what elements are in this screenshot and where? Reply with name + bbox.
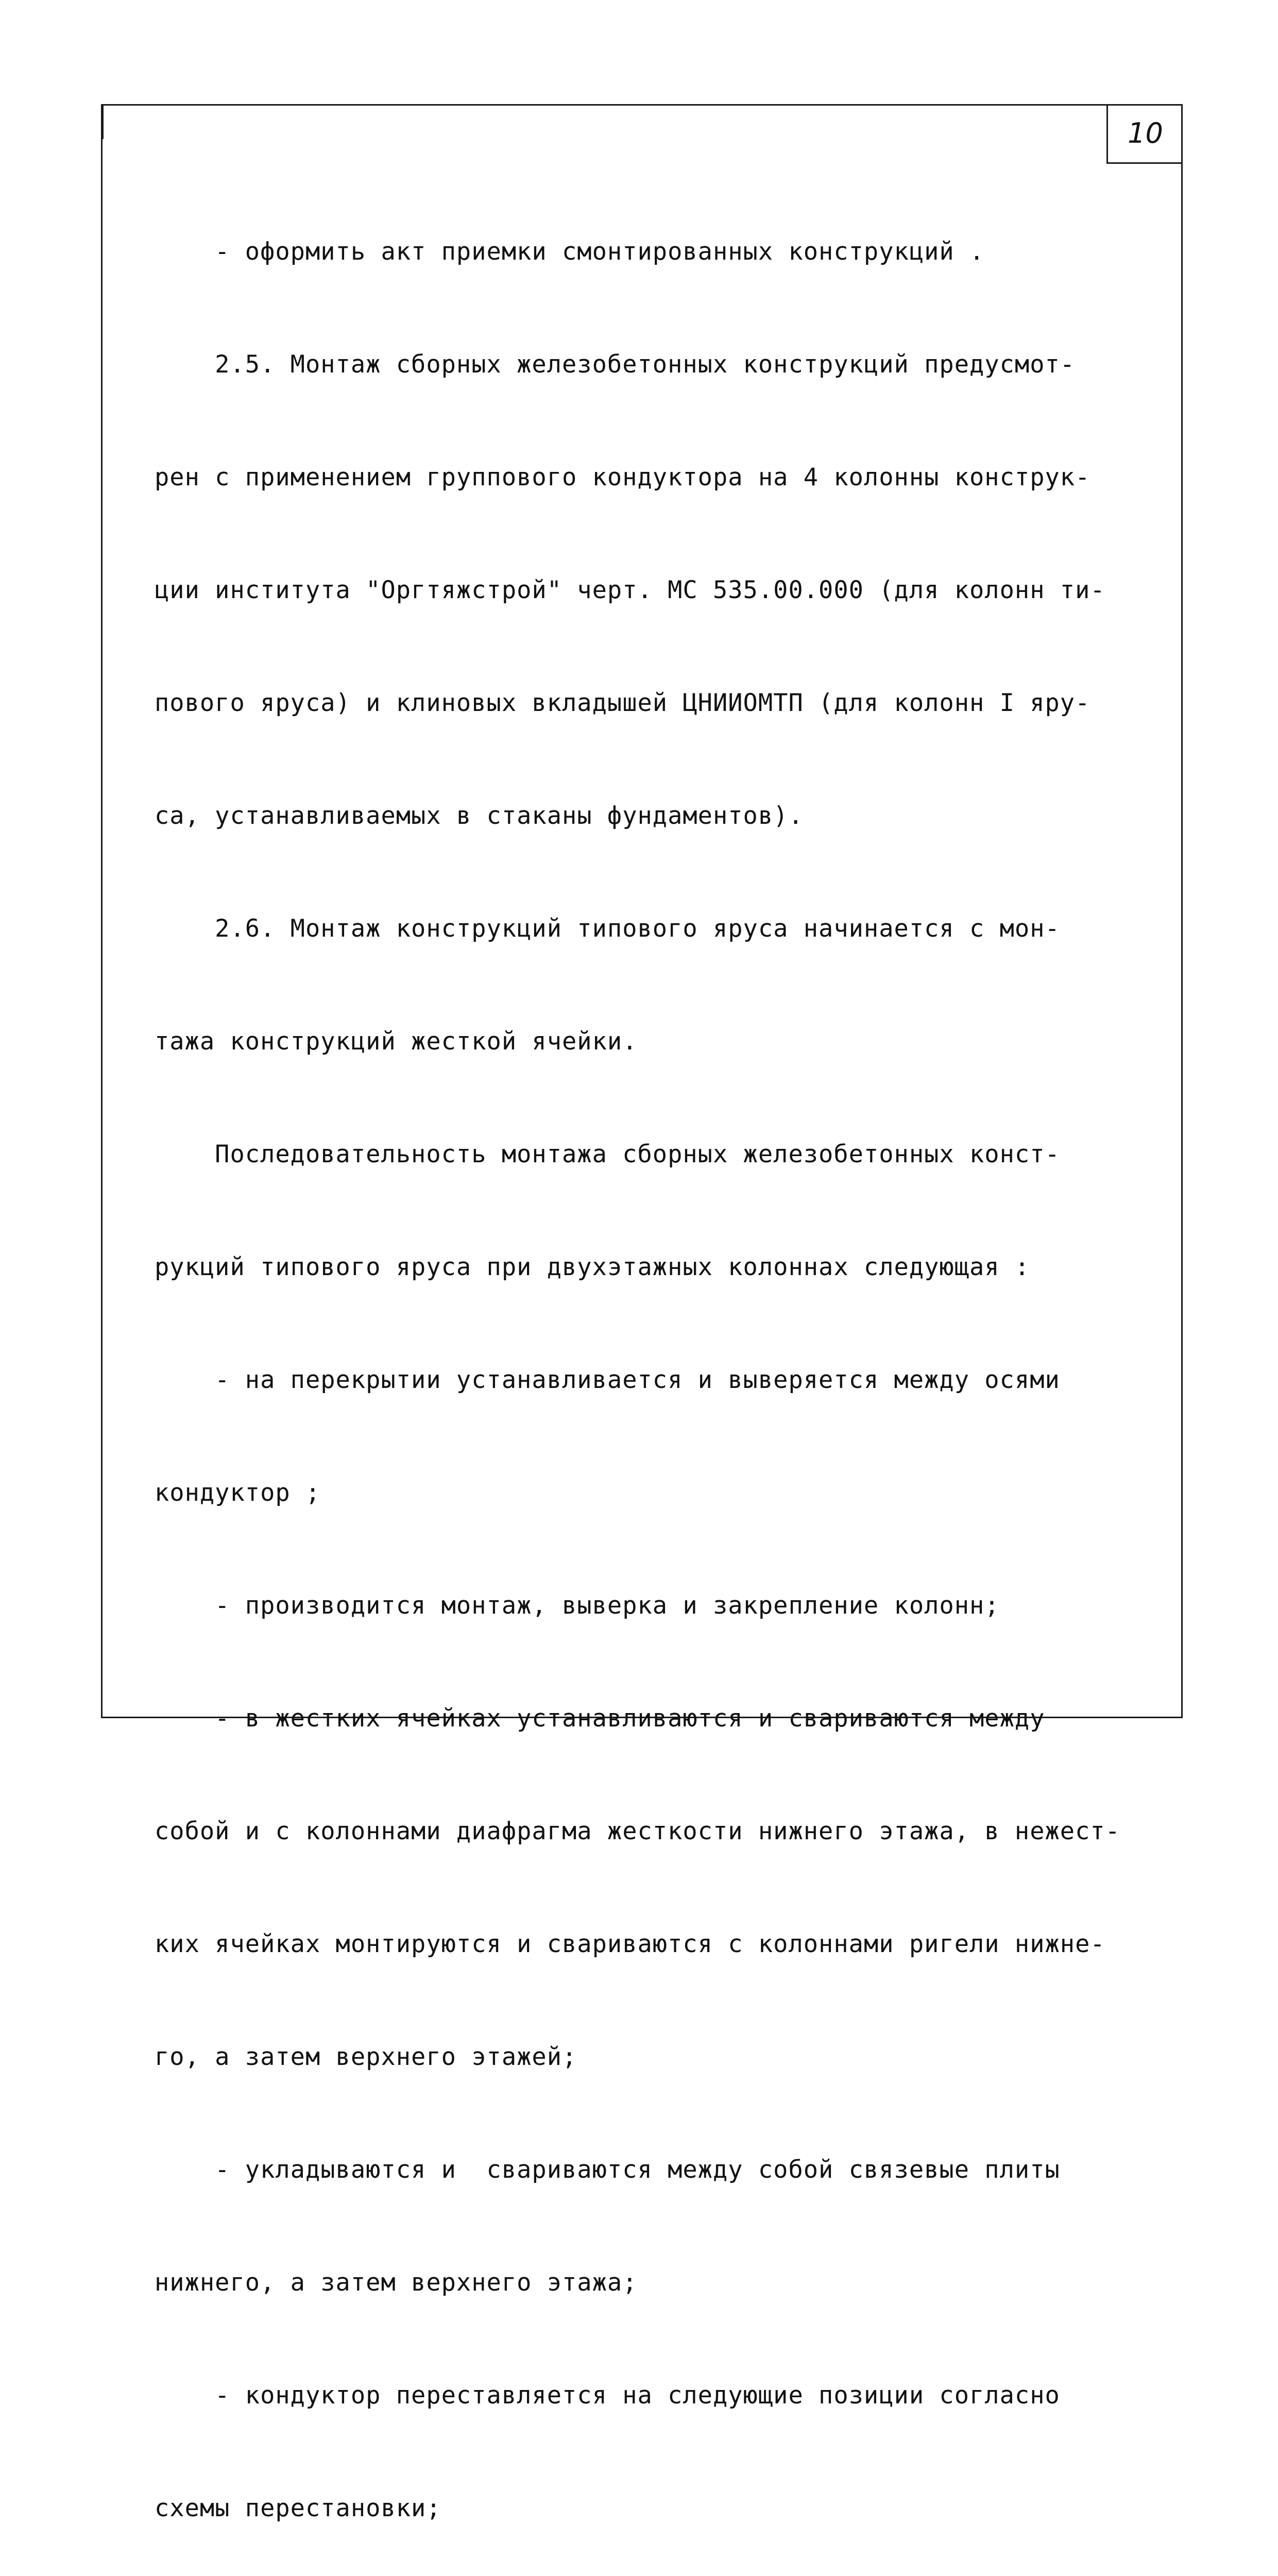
text-line: го, а затем верхнего этажей; bbox=[155, 2043, 577, 2071]
body-text bbox=[155, 158, 1180, 2576]
text-line: - производится монтаж, выверка и закрепление колонн; bbox=[155, 1591, 1000, 1620]
text-line: - укладываются и свариваются между собой связевые плиты bbox=[155, 2156, 1060, 2184]
text-line: ции института "Оргтяжстрой" черт. МС 535.00.000 (для колонн ти- bbox=[155, 576, 1105, 604]
text-line: - на перекрытии устанавливается и выверяется между осями bbox=[155, 1366, 1060, 1394]
text-line: рен с применением группового кондуктора на 4 колонны конструк- bbox=[155, 463, 1090, 492]
text-line: 2.6. Монтаж конструкций типового яруса начинается с мон- bbox=[155, 914, 1060, 943]
text-line: 2.5. Монтаж сборных железобетонных конструкций предусмот- bbox=[155, 350, 1076, 379]
text-line: ких ячейках монтируются и свариваются с колоннами ригели нижне- bbox=[155, 1930, 1105, 1958]
text-line: схемы перестановки; bbox=[155, 2494, 441, 2522]
text-line: тажа конструкций жесткой ячейки. bbox=[155, 1027, 638, 1056]
text-line: - кондуктор переставляется на следующие позиции согласно bbox=[155, 2381, 1060, 2410]
text-line: пового яруса) и клиновых вкладышей ЦНИИОМТП (для колонн I яру- bbox=[155, 689, 1090, 717]
text-line: Последовательность монтажа сборных железобетонных конст- bbox=[155, 1140, 1060, 1168]
text-line: собой и с колоннами диафрагма жесткости нижнего этажа, в нежест- bbox=[155, 1817, 1120, 1845]
frame-corner-mark bbox=[101, 104, 104, 139]
text-line: - оформить акт приемки смонтированных конструкций . bbox=[155, 238, 985, 266]
text-line: са, устанавливаемых в стаканы фундаментов). bbox=[155, 802, 804, 830]
page-number: 10 bbox=[1106, 104, 1183, 164]
text-line: нижнего, а затем верхнего этажа; bbox=[155, 2268, 638, 2297]
text-line: - в жестких ячейках устанавливаются и свариваются между bbox=[155, 1704, 1045, 1733]
text-line: кондуктор ; bbox=[155, 1479, 321, 1507]
text-line: рукций типового яруса при двухэтажных колоннах следующая : bbox=[155, 1253, 1030, 1281]
